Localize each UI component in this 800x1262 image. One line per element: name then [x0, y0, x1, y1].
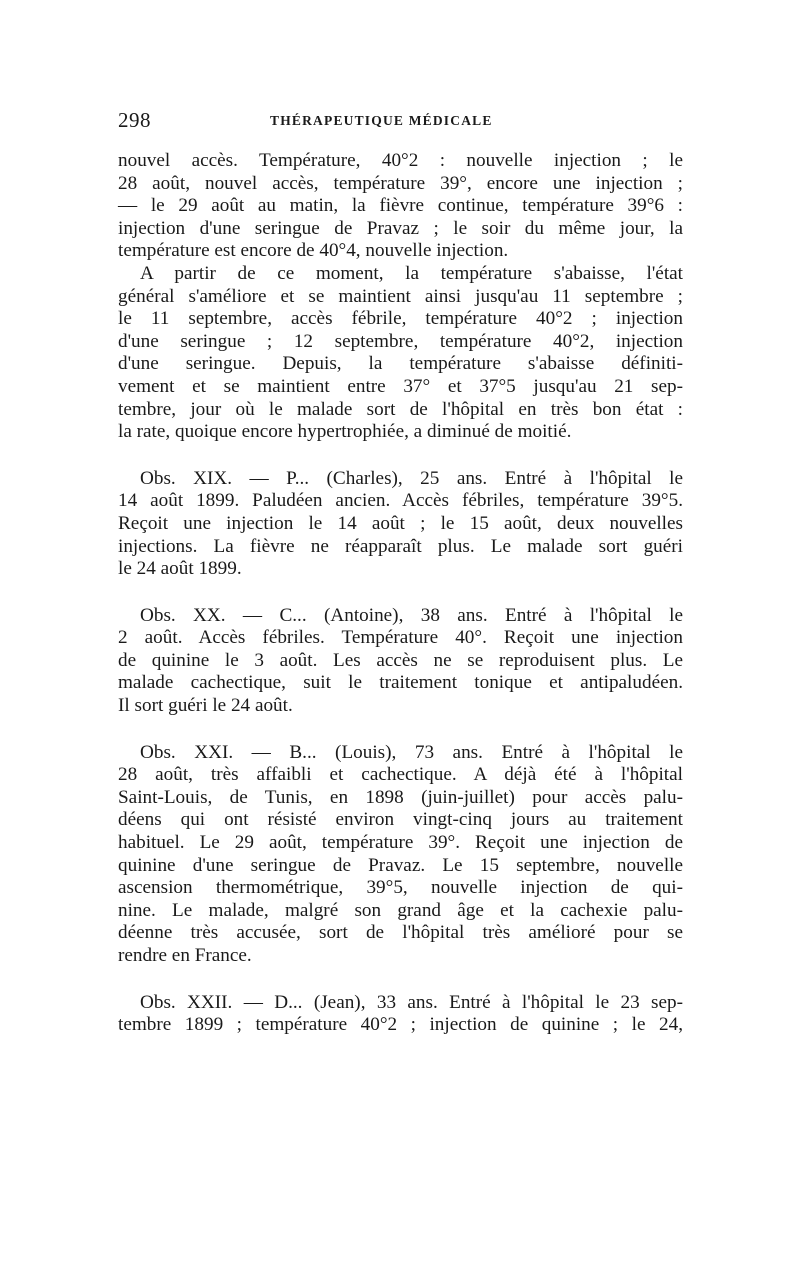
text-line: le 24 août 1899. — [118, 558, 242, 580]
text-line: vement et se maintient entre 37° et 37°5 jusqu'au 21 sep- — [118, 375, 683, 397]
text-line: 28 août, nouvel accès, température 39°, encore une injection ; — [118, 172, 683, 194]
text-line: nine. Le malade, malgré son grand âge et la cachexie palu- — [118, 899, 683, 921]
text-line: Reçoit une injection le 14 août ; le 15 août, deux nouvelles — [118, 512, 683, 534]
text-line: habituel. Le 29 août, température 39°. Reçoit une injection de — [118, 832, 683, 854]
observation-xix — [118, 468, 683, 581]
paragraph-continuation — [118, 150, 683, 263]
text-line: d'une seringue. Depuis, la température s'abaisse définiti- — [118, 353, 683, 375]
text-line: 28 août, très affaibli et cachectique. A déjà été à l'hôpital — [118, 764, 683, 786]
observation-xxi — [118, 742, 683, 968]
page-number: 298 — [118, 108, 151, 132]
text-line: Obs. XXI. — B... (Louis), 73 ans. Entré à l'hôpital le — [140, 741, 683, 763]
text-line: d'une seringue ; 12 septembre, température 40°2, injection — [118, 330, 683, 352]
text-line: 2 août. Accès fébriles. Température 40°. Reçoit une injection — [118, 627, 683, 649]
text-line: Il sort guéri le 24 août. — [118, 695, 293, 717]
text-line: rendre en France. — [118, 945, 252, 966]
observation-xx — [118, 605, 683, 718]
text-line: général s'améliore et se maintient ainsi jusqu'au 11 septembre ; — [118, 285, 683, 307]
text-line: tembre 1899 ; température 40°2 ; injection de quinine ; le 24, — [118, 1014, 683, 1036]
text-line: quinine d'une seringue de Pravaz. Le 15 septembre, nouvelle — [118, 854, 683, 876]
text-line: 14 août 1899. Paludéen ancien. Accès fébriles, température 39°5. — [118, 490, 683, 512]
text-line: Obs. XIX. — P... (Charles), 25 ans. Entré à l'hôpital le — [140, 467, 683, 489]
text-line: déens qui ont résisté environ vingt-cinq jours au traitement — [118, 809, 683, 831]
text-line: de quinine le 3 août. Les accès ne se reproduisent plus. Le — [118, 649, 683, 671]
text-line: déenne très accusée, sort de l'hôpital très amélioré pour se — [118, 922, 683, 944]
paragraph — [118, 263, 683, 444]
text-line: ascension thermométrique, 39°5, nouvelle injection de qui- — [118, 877, 683, 899]
book-page — [118, 108, 683, 1037]
running-head — [118, 108, 683, 136]
text-line: tembre, jour où le malade sort de l'hôpital en très bon état : — [118, 398, 683, 420]
text-line: Obs. XXII. — D... (Jean), 33 ans. Entré à l'hôpital le 23 sep- — [140, 991, 683, 1013]
text-line: injection d'une seringue de Pravaz ; le soir du même jour, la — [118, 217, 683, 239]
text-line: Obs. XX. — C... (Antoine), 38 ans. Entré à l'hôpital le — [140, 604, 683, 626]
text-line: le 11 septembre, accès fébrile, température 40°2 ; injection — [118, 308, 683, 330]
text-line: température est encore de 40°4, nouvelle injection. — [118, 240, 509, 262]
text-line: malade cachectique, suit le traitement tonique et antipaludéen. — [118, 672, 683, 694]
text-line: nouvel accès. Température, 40°2 : nouvelle injection ; le — [118, 150, 683, 171]
text-line: A partir de ce moment, la température s'abaisse, l'état — [140, 262, 683, 284]
text-line: — le 29 août au matin, la fièvre continue, température 39°6 : — [118, 195, 683, 217]
text-line: Saint-Louis, de Tunis, en 1898 (juin-juillet) pour accès palu- — [118, 786, 683, 808]
observation-xxii — [118, 992, 683, 1037]
running-title: THÉRAPEUTIQUE MÉDICALE — [270, 113, 493, 128]
text-line: injections. La fièvre ne réapparaît plus. Le malade sort guéri — [118, 535, 683, 557]
text-line: la rate, quoique encore hypertrophiée, a diminué de moitié. — [118, 421, 572, 443]
